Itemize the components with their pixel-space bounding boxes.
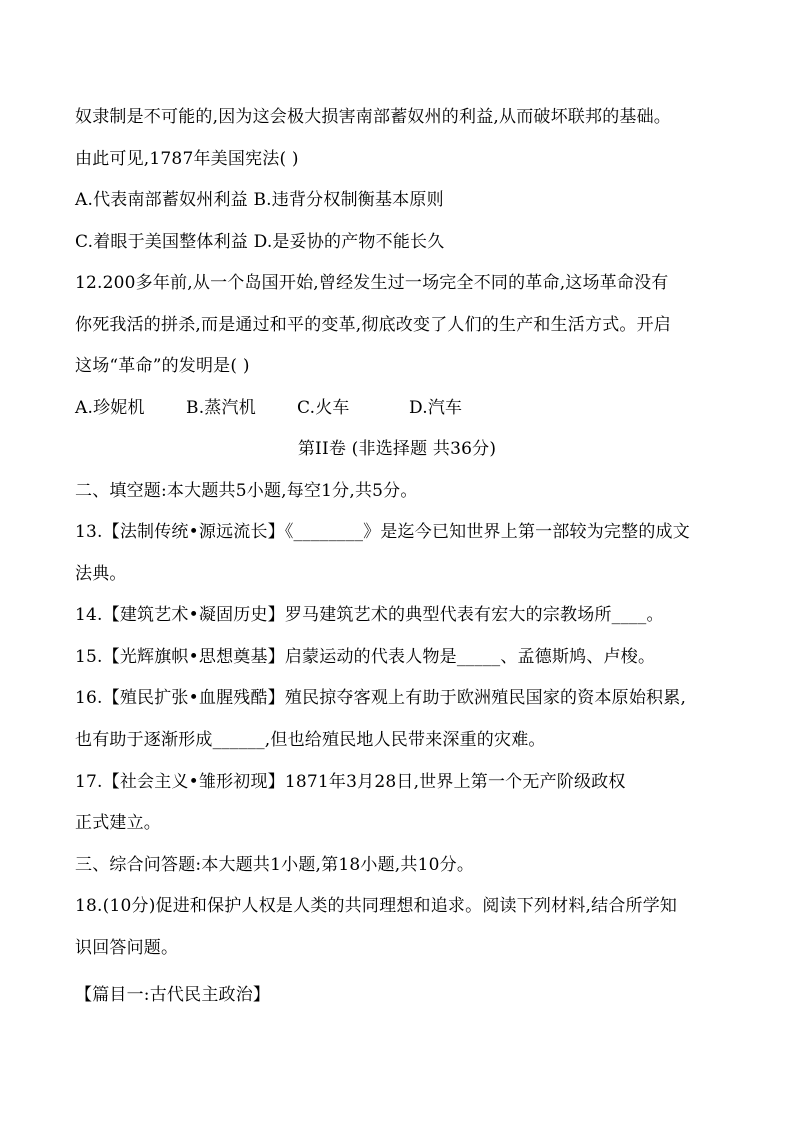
q11-options-ab: A.代表南部蓄奴州利益 B.违背分权制衡基本原则 [75, 190, 444, 210]
q12-option-b: B.蒸汽机 [186, 398, 256, 418]
q16-line: 也有助于逐渐形成______,但也给殖民地人民带来深重的灾难。 [75, 730, 546, 750]
q12-options [75, 397, 462, 419]
q17-line: 17.【社会主义•雏形初现】1871年3月28日,世界上第一个无产阶级政权 [75, 772, 626, 792]
q12-stem-line: 你死我活的拼杀,而是通过和平的变革,彻底改变了人们的生产和生活方式。开启 [75, 315, 672, 335]
q17-line: 正式建立。 [75, 813, 161, 833]
q14-line: 14.【建筑艺术•凝固历史】罗马建筑艺术的典型代表有宏大的宗教场所____。 [75, 605, 664, 625]
section-heading-fill-in: 二、填空题:本大题共5小题,每空1分,共5分。 [75, 481, 418, 501]
q12-stem-line: 这场“革命”的发明是( ) [75, 356, 250, 376]
q16-line: 16.【殖民扩张•血腥残酷】殖民掠夺客观上有助于欧洲殖民国家的资本原始积累, [75, 688, 687, 708]
q15-line: 15.【光辉旗帜•思想奠基】启蒙运动的代表人物是_____、孟德斯鸠、卢梭。 [75, 647, 656, 667]
q13-line: 13.【法制传统•源远流长】《________》是迄今已知世界上第一部较为完整的成文 [75, 522, 690, 542]
q18-part-heading: 【篇目一:古代民主政治】 [75, 985, 271, 1005]
section-heading-comprehensive: 三、综合问答题:本大题共1小题,第18小题,共10分。 [75, 855, 475, 875]
section-title: 第II卷 (非选择题 共36分) [297, 439, 497, 459]
q13-line: 法典。 [75, 564, 127, 584]
q12-option-d: D.汽车 [409, 398, 463, 418]
q12-stem-line: 12.200多年前,从一个岛国开始,曾经发生过一场完全不同的革命,这场革命没有 [75, 273, 669, 293]
q11-stem-line: 奴隶制是不可能的,因为这会极大损害南部蓄奴州的利益,从而破坏联邦的基础。 [75, 107, 672, 127]
q11-options-cd: C.着眼于美国整体利益 D.是妥协的产物不能长久 [75, 232, 445, 252]
q18-stem-line: 识回答问题。 [75, 938, 179, 958]
q11-stem-line: 由此可见,1787年美国宪法( ) [75, 149, 299, 169]
q12-option-c: C.火车 [297, 398, 350, 418]
q12-option-a: A.珍妮机 [75, 398, 145, 418]
q18-stem-line: 18.(10分)促进和保护人权是人类的共同理想和追求。阅读下列材料,结合所学知 [75, 896, 678, 916]
